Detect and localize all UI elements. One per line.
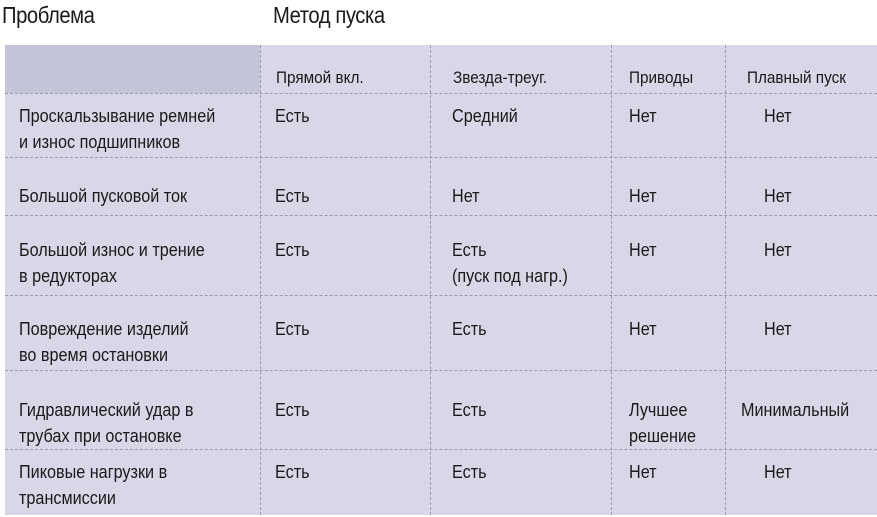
value-cell: Нет xyxy=(629,462,657,482)
value-cell: Нет xyxy=(629,319,657,339)
row-divider xyxy=(5,295,877,296)
value-cell: Нет xyxy=(452,186,480,206)
value-cell: Есть xyxy=(275,106,310,126)
column-divider xyxy=(611,45,612,515)
value-cell: Нет xyxy=(629,186,657,206)
problem-cell: Пиковые нагрузки в трансмиссии xyxy=(19,462,168,508)
value-cell: Нет xyxy=(764,462,792,482)
value-cell: Есть xyxy=(275,319,310,339)
value-cell: Есть (пуск под нагр.) xyxy=(452,240,568,286)
value-cell: Минимальный xyxy=(741,400,850,420)
row-divider xyxy=(5,449,877,450)
row-divider xyxy=(5,370,877,371)
value-cell: Нет xyxy=(629,240,657,260)
value-cell: Нет xyxy=(764,240,792,260)
comparison-table xyxy=(5,45,877,515)
column-header-direct: Прямой вкл. xyxy=(276,68,364,87)
value-cell: Нет xyxy=(764,106,792,126)
value-cell: Нет xyxy=(629,106,657,126)
method-heading: Метод пуска xyxy=(273,2,385,28)
column-divider xyxy=(725,45,726,515)
value-cell: Есть xyxy=(275,240,310,260)
problem-cell: Большой износ и трение в редукторах xyxy=(19,240,205,286)
value-cell: Средний xyxy=(452,106,518,126)
value-cell: Есть xyxy=(452,462,487,482)
header-corner-cell xyxy=(5,45,260,93)
problem-heading: Проблема xyxy=(2,2,95,28)
row-divider xyxy=(5,215,877,216)
value-cell: Лучшее решение xyxy=(629,400,697,446)
column-header-star-delta: Звезда-треуг. xyxy=(453,68,548,87)
problem-cell: Большой пусковой ток xyxy=(19,186,188,206)
value-cell: Нет xyxy=(764,186,792,206)
column-header-drives: Приводы xyxy=(629,68,694,87)
problem-cell: Повреждение изделий во время остановки xyxy=(19,319,189,365)
column-divider xyxy=(430,45,431,515)
value-cell: Есть xyxy=(275,400,310,420)
problem-cell: Проскальзывание ремней и износ подшипников xyxy=(19,106,216,152)
value-cell: Есть xyxy=(275,462,310,482)
value-cell: Нет xyxy=(764,319,792,339)
row-divider xyxy=(5,93,877,94)
row-divider xyxy=(5,157,877,158)
column-divider xyxy=(260,45,261,515)
value-cell: Есть xyxy=(452,400,487,420)
problem-cell: Гидравлический удар в трубах при остановке xyxy=(19,400,194,446)
value-cell: Есть xyxy=(452,319,487,339)
column-header-soft-start: Плавный пуск xyxy=(747,68,846,87)
value-cell: Есть xyxy=(275,186,310,206)
